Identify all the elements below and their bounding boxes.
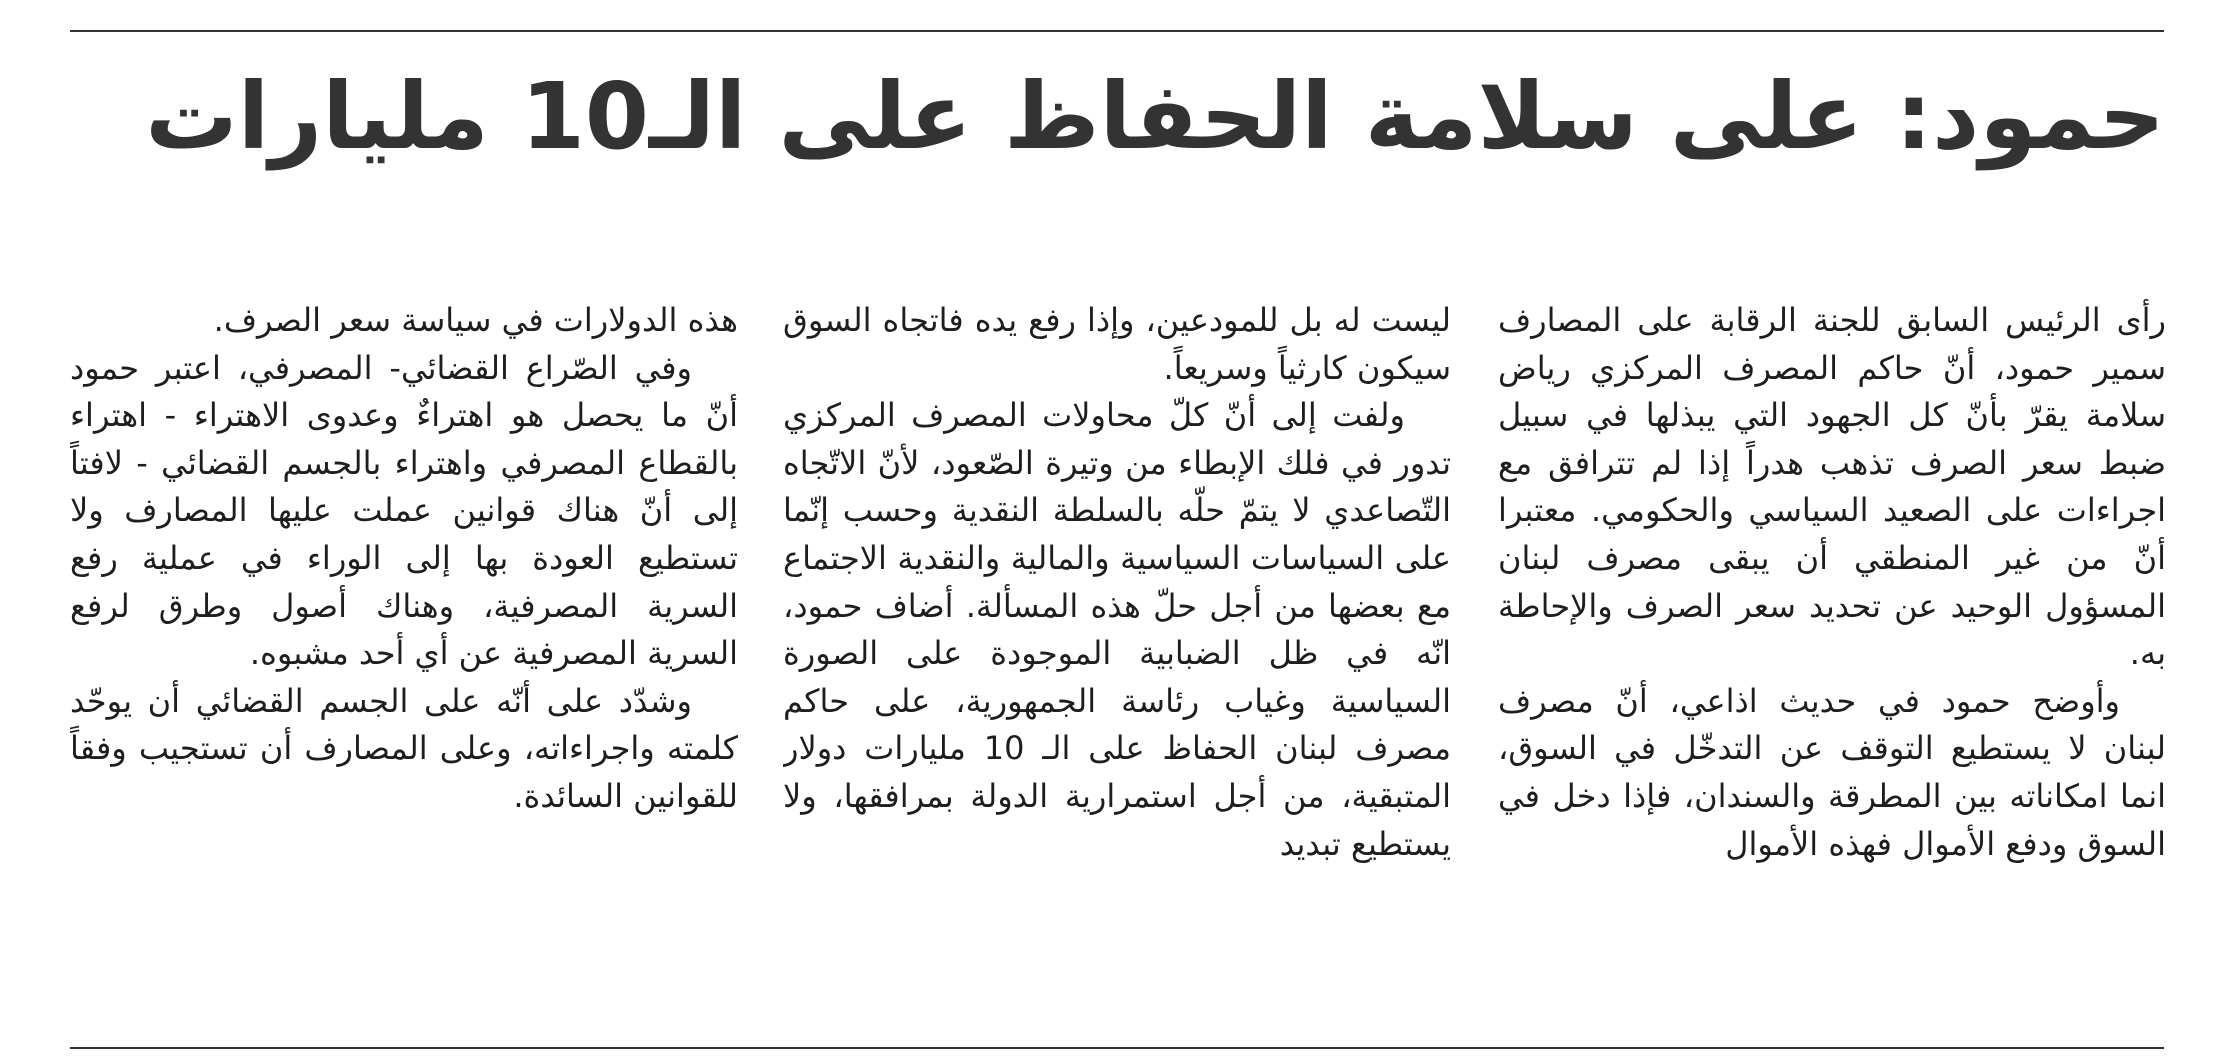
paragraph: وشدّد على أنّه على الجسم القضائي أن يوحّد كلمته واجراءاته، وعلى المصارف أن تستجيب وفقاً للقوانين السائدة. — [70, 681, 738, 815]
article-column-1 — [1498, 297, 2166, 917]
paragraph: ولفت إلى أنّ كلّ محاولات المصرف المركزي تدور في فلك الإبطاء من وتيرة الصّعود، لأنّ الاتّجاه التّصاعدي لا يتمّ حلّه بالسلطة النقدية وحسب إنّما على السياسات السياسية والمالية والنقدية الاجتماع مع بعضها من أجل حلّ هذه المسألة. أضاف حمود، انّه في ظل الضبابية الموجودة على الصورة السياسية وغياب رئاسة الجمهورية، على حاكم مصرف لبنان الحفاظ على الـ 10 مليارات دولار المتبقية، من أجل استمرارية الدولة بمرافقها، ولا يستطيع تبديد — [783, 396, 1451, 863]
bottom-rule — [70, 1047, 2164, 1049]
paragraph: ليست له بل للمودعين، وإذا رفع يده فاتجاه السوق سيكون كارثياً وسريعاً. — [783, 301, 1451, 387]
article-column-2 — [783, 297, 1451, 917]
paragraph: هذه الدولارات في سياسة سعر الصرف. — [213, 301, 738, 339]
top-rule — [70, 30, 2164, 32]
paragraph: وفي الصّراع القضائي- المصرفي، اعتبر حمود أنّ ما يحصل هو اهتراءٌ وعدوى الاهتراء - اهتراء بالقطاع المصرفي واهتراء بالجسم القضائي - لافتاً إلى أنّ هناك قوانين عملت عليها المصارف ولا تستطيع العودة بها إلى الوراء في عملية رفع السرية المصرفية، وهناك أصول وطرق لرفع السرية المصرفية عن أي أحد مشبوه. — [70, 348, 738, 673]
headline: حمود: على سلامة الحفاظ على الـ10 مليارات — [145, 63, 2165, 170]
article-column-3 — [70, 297, 738, 917]
paragraph: رأى الرئيس السابق للجنة الرقابة على المصارف سمير حمود، أنّ حاكم المصرف المركزي رياض سلامة يقرّ بأنّ كل الجهود التي يبذلها في سبيل ضبط سعر الصرف تذهب هدراً إذا لم تترافق مع اجراءات على الصعيد السياسي والحكومي. معتبرا أنّ من غير المنطقي أن يبقى مصرف لبنان المسؤول الوحيد عن تحديد سعر الصرف والإحاطة به. — [1498, 301, 2166, 673]
paragraph: وأوضح حمود في حديث اذاعي، أنّ مصرف لبنان لا يستطيع التوقف عن التدخّل في السوق، انما امكاناته بين المطرقة والسندان، فإذا دخل في السوق ودفع الأموال فهذه الأموال — [1498, 681, 2166, 863]
